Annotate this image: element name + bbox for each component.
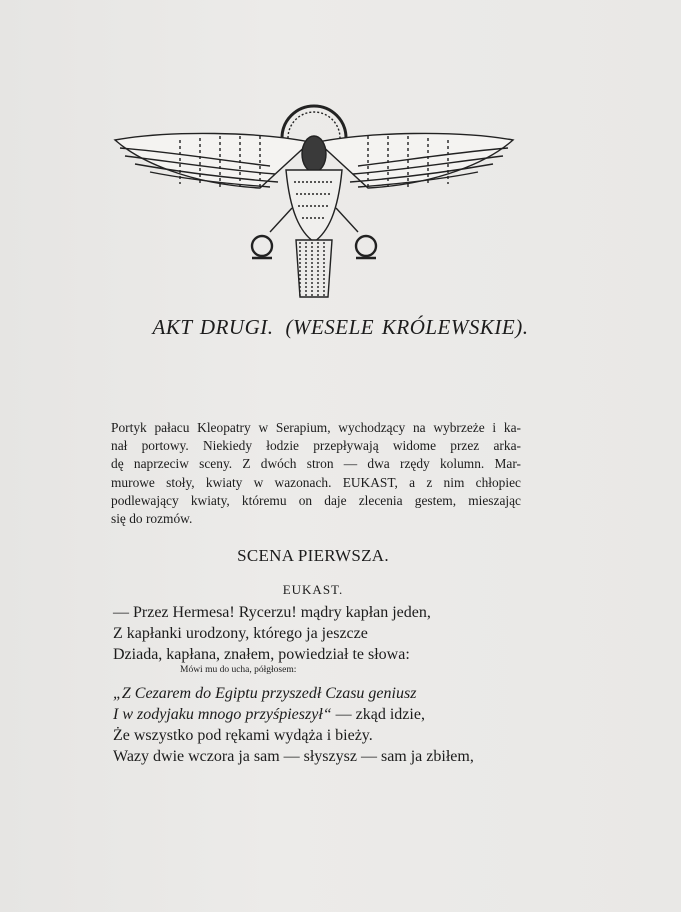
act-subtitle: (WESELE KRÓLEWSKIE). [285, 315, 529, 339]
stage-direction-line: nał portowy. Niekiedy łodzie przepływają widome przez arka- [111, 438, 521, 454]
verse-line: „Z Cezarem do Egiptu przyszedł Czasu geniusz [113, 685, 417, 702]
stage-direction-line: się do rozmów. [111, 511, 193, 527]
act-label: AKT DRUGI. [152, 315, 274, 339]
act-title [0, 315, 681, 340]
stage-direction-line: podlewający kwiaty, któremu on daje zlecenia gestem, mieszając [111, 492, 521, 508]
stage-direction-line: dę naprzeciw sceny. Z dwóch stron — dwa rzędy kolumn. Mar- [111, 456, 521, 472]
stage-direction [111, 419, 521, 528]
verse-line: Z kapłanki urodzony, którego ja jeszcze [113, 625, 368, 642]
verse-line: Że wszystko pod rękami wydąża i bieży. [113, 727, 373, 744]
stage-direction-line: Portyk pałacu Kleopatry w Serapium, wychodzący na wybrzeże i ka- [111, 420, 521, 435]
verse-line: Wazy dwie wczora ja sam — słyszysz — sam ja zbiłem, [113, 748, 474, 765]
inline-stage-direction: Mówi mu do ucha, półgłosem: [180, 665, 297, 675]
verse-block [113, 602, 533, 665]
winged-scarab-emblem-icon [110, 92, 518, 302]
verse-block [113, 683, 533, 767]
scene-title: SCENA PIERWSZA. [237, 546, 389, 565]
speaker-name: EUKAST. [282, 582, 344, 597]
verse-line: — Przez Hermesa! Rycerzu! mądry kapłan jeden, [113, 604, 431, 621]
verse-line: I w zodyjaku mnogo przyśpieszył“ — zkąd idzie, [113, 706, 425, 723]
verse-line: Dziada, kapłana, znałem, powiedział te słowa: [113, 646, 410, 663]
stage-direction-line: murowe stoły, kwiaty w wazonach. EUKAST, a z nim chłopiec [111, 474, 521, 490]
